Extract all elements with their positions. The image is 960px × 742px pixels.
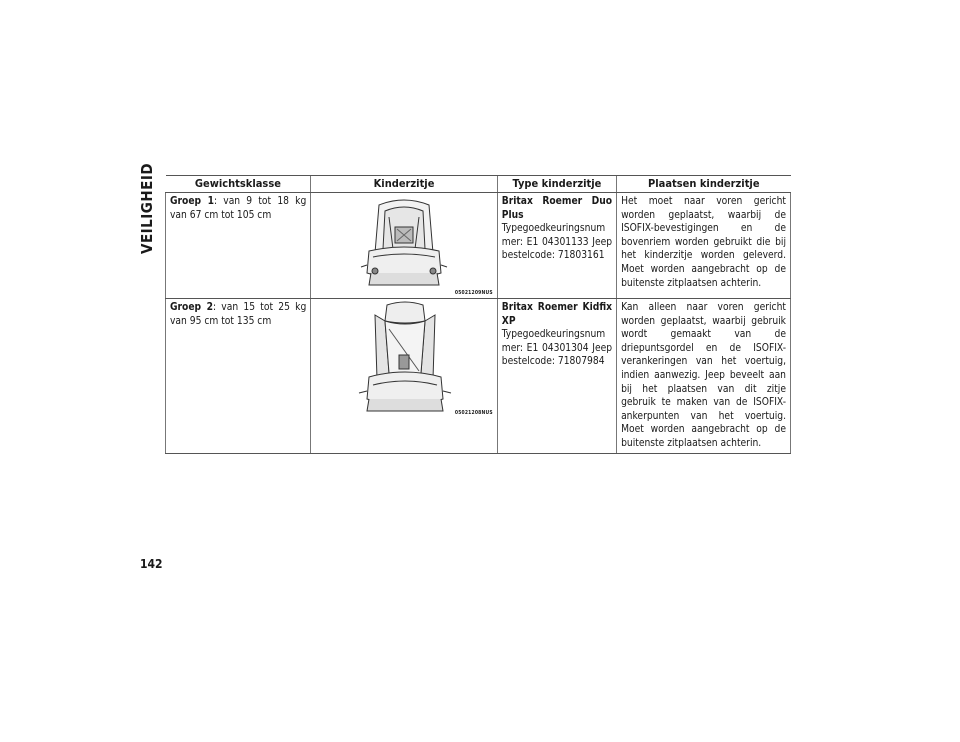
child-seat-image-cell [311, 193, 497, 299]
group-label: Groep 2 [170, 302, 213, 313]
table-row [166, 193, 791, 299]
header-weight-class: Gewichtsklasse [166, 176, 311, 193]
group-text: : van 9 tot 18 kg van 67 cm tot 105 cm [170, 196, 307, 221]
seat-details: Typegoedkeuringsnummer: E1 04301304 Jeep bestelcode: 71807984 [501, 329, 613, 368]
seat-details: Typegoedkeuringsnummer: E1 04301133 Jeep bestelcode: 71803161 [501, 223, 613, 262]
header-child-seat: Kinderzitje [311, 176, 497, 193]
child-seat-duo-plus-image [349, 193, 459, 297]
seat-name: Britax Roemer Kidfix XP [501, 302, 613, 327]
seat-type-cell [497, 193, 616, 299]
table-row [166, 299, 791, 454]
weight-class-cell [166, 299, 311, 454]
child-seat-kidfix-xp-image [349, 299, 459, 423]
seat-placement-cell: Kan alleen naar voren gericht worden geplaatst, waarbij gebruik wordt gemaakt van de driepuntsgordel en de ISOFIX-verankeringen van het voertuig, indien aanwezig. Jeep beveelt aan bij het plaatsen van dit zitje gebruik te maken van de ISOFIX-ankerpunten van het voertuig. Moet worden aangebracht op de buitenste zitplaatsen achterin. [617, 299, 791, 454]
child-seat-table [165, 175, 791, 454]
seat-type-cell [497, 299, 616, 454]
table-header-row [166, 176, 791, 193]
seat-placement-cell: Het moet naar voren gericht worden geplaatst, waarbij de ISOFIX-bevestigingen en de bovenriem worden gebruikt die bij het kinderzitje worden geleverd. Moet worden aangebracht op de buitenste zitplaatsen achterin. [617, 193, 791, 299]
section-title-text: VEILIGHEID [138, 162, 156, 254]
image-code: 05021208NUS [454, 410, 493, 416]
header-seat-placement: Plaatsen kinderzitje [617, 176, 791, 193]
group-text: : van 15 tot 25 kg van 95 cm tot 135 cm [170, 302, 307, 327]
weight-class-cell [166, 193, 311, 299]
child-seat-image-cell [311, 299, 497, 454]
section-side-title [137, 162, 157, 255]
header-seat-type: Type kinderzitje [497, 176, 616, 193]
group-label: Groep 1 [170, 196, 214, 207]
image-code: 05021209NUS [454, 290, 493, 296]
page-number: 142 [140, 557, 163, 571]
seat-name: Britax Roemer Duo Plus [501, 196, 613, 221]
